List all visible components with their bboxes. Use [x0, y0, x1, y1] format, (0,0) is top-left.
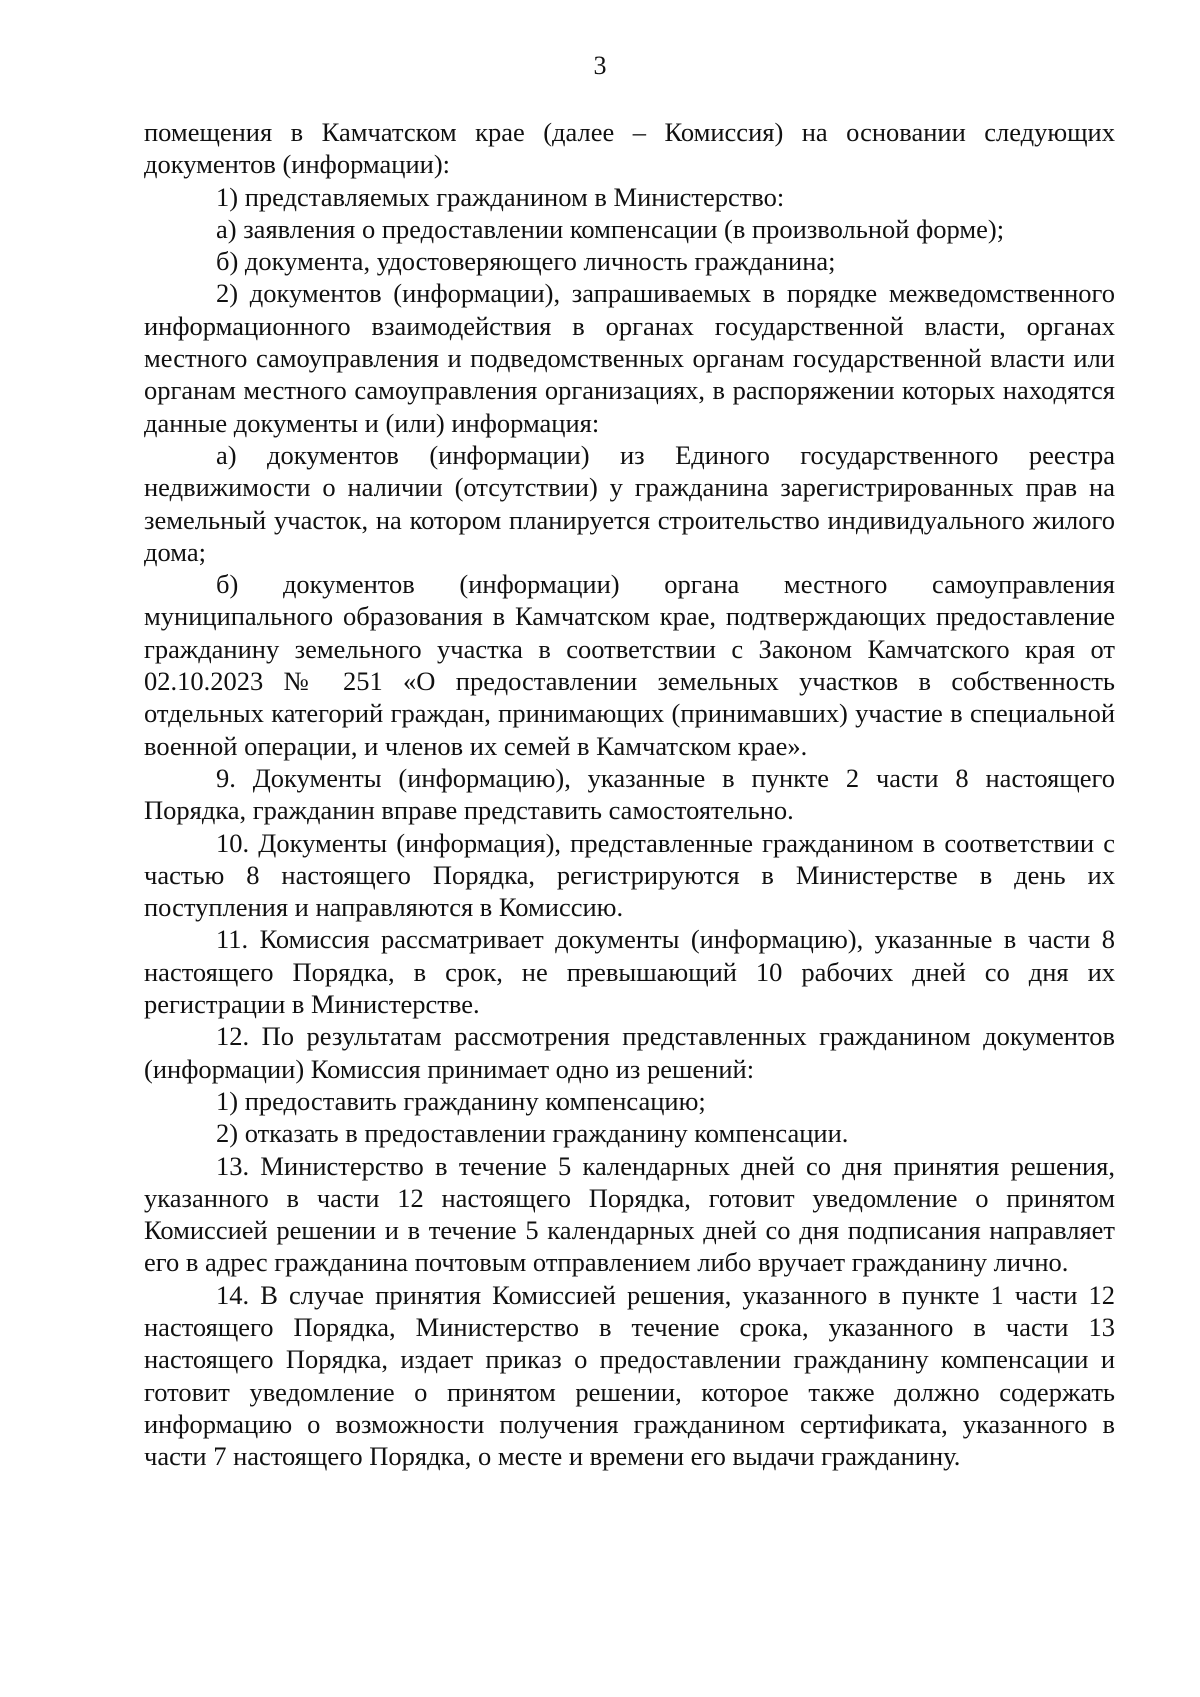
- paragraph-clause-10: 10. Документы (информация), представленные гражданином в соответствии с частью 8 настоящего Порядка, регистрируются в Министерстве в день их поступления и направляются в Комиссию.: [144, 827, 1115, 923]
- paragraph-subitem-b-municipal: б) документов (информации) органа местного самоуправления муниципального образования в Камчатском крае, подтверждающих предоставление гражданину земельного участка в соответствии с Законом Камчатского края от 02.10.2023 № 251 «О предоставлении земельных участков в собственность отдельных категорий граждан, принимающих (принимавших) участие в специальной военной операции, и членов их семей в Камчатском крае».: [144, 569, 1115, 761]
- paragraph-item-1: 1) представляемых гражданином в Министерство:: [216, 181, 785, 212]
- paragraph-subitem-b-identity: б) документа, удостоверяющего личность гражданина;: [216, 246, 836, 277]
- paragraph-clause-9: 9. Документы (информацию), указанные в пункте 2 части 8 настоящего Порядка, гражданин вправе представить самостоятельно.: [144, 762, 1115, 826]
- page-number: 3: [593, 51, 607, 80]
- paragraph-clause-13: 13. Министерство в течение 5 календарных дней со дня принятия решения, указанного в части 12 настоящего Порядка, готовит уведомление о принятом Комиссией решении и в течение 5 календарных дней со дня подписания направляет его в адрес гражданина почтовым отправлением либо вручает гражданину лично.: [144, 1150, 1115, 1278]
- paragraph-subitem-a-application: а) заявления о предоставлении компенсации (в произвольной форме);: [216, 213, 1005, 244]
- paragraph-subitem-a-registry: а) документов (информации) из Единого государственного реестра недвижимости о наличии (отсутствии) у гражданина зарегистрированных прав на земельный участок, на котором планируется строительство индивидуального жилого дома;: [144, 439, 1115, 567]
- paragraph-decision-2: 2) отказать в предоставлении гражданину компенсации.: [216, 1118, 849, 1149]
- paragraph-clause-14: 14. В случае принятия Комиссией решения, указанного в пункте 1 части 12 настоящего Порядка, Министерство в течение срока, указанного в части 13 настоящего Порядка, издает приказ о предоставлении гражданину компенсации и готовит уведомление о принятом решении, которое также должно содержать информацию о возможности получения гражданином сертификата, указанного в части 7 настоящего Порядка, о месте и времени его выдачи гражданину.: [144, 1279, 1115, 1472]
- paragraph-clause-11: 11. Комиссия рассматривает документы (информацию), указанные в части 8 настоящего Порядка, в срок, не превышающий 10 рабочих дней со дня их регистрации в Министерстве.: [144, 924, 1115, 1020]
- paragraph-clause-12: 12. По результатам рассмотрения представленных гражданином документов (информации) Комиссия принимает одно из решений:: [144, 1021, 1115, 1084]
- paragraph-item-2: 2) документов (информации), запрашиваемых в порядке межведомственного информационного взаимодействия в органах государственной власти, органах местного самоуправления и подведомственных органам государственной власти или органам местного самоуправления организациях, в распоряжении которых находятся данные документы и (или) информация:: [144, 278, 1115, 438]
- paragraph-continuation: помещения в Камчатском крае (далее – Комиссия) на основании следующих документов (информации):: [144, 117, 1115, 180]
- document-body: [144, 116, 1115, 1472]
- paragraph-decision-1: 1) предоставить гражданину компенсацию;: [216, 1085, 706, 1116]
